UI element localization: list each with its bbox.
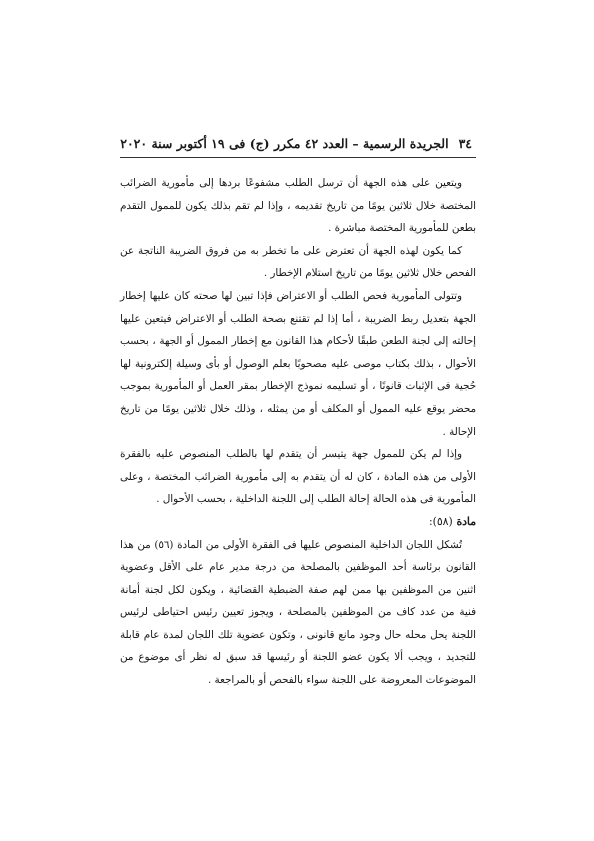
page-number: ٣٤ [458, 135, 472, 151]
article-number: (٥٨): [429, 514, 453, 528]
page-header [120, 134, 472, 152]
article-heading [120, 511, 476, 534]
header-divider [120, 157, 476, 158]
article-label: مادة [456, 514, 476, 528]
gazette-title: الجريدة الرسمية – العدد ٤٢ مكرر (ج) فى ١٩ أكتوبر سنة ٢٠٢٠ [120, 135, 449, 151]
document-body [120, 172, 476, 692]
paragraph-5: تُشكل اللجان الداخلية المنصوص عليها فى الفقرة الأولى من المادة (٥٦) من هذا القانون برئاسة أحد الموظفين بالمصلحة من درجة مدير عام على الأقل وعضوية اثنين من الموظفين بها ممن لهم صفة الضبطية القضائية ، ويكون لكل لجنة أمانة فنية من عدد كاف من الموظفين بالمصلحة ، ويجوز تعيين رئيس احتياطى لرئيس اللجنة يحل محله حال وجود مانع قانونى ، وتكون عضوية تلك اللجان لمدة عام قابلة للتجديد ، ويجب ألا يكون عضو اللجنة أو رئيسها قد سبق له نظر أى موضوع من الموضوعات المعروضة على اللجنة سواء بالفحص أو بالمراجعة . [120, 538, 476, 687]
paragraph-1: ويتعين على هذه الجهة أن ترسل الطلب مشفوعًا بردها إلى مأمورية الضرائب المختصة خلال ثلاثين يومًا من تاريخ تقديمه ، وإذا لم تقم بذلك يكون للممول التقدم بطعن للمأمورية المختصة مباشرة . [120, 177, 476, 235]
paragraph-2: كما يكون لهذه الجهة أن تعترض على ما تخطر به من فروق الضريبة الناتجة عن الفحص خلال ثلاثين يومًا من تاريخ استلام الإخطار . [120, 244, 476, 280]
paragraph-3: وتتولى المأمورية فحص الطلب أو الاعتراض فإذا تبين لها صحته كان عليها إخطار الجهة بتعديل ربط الضريبة ، أما إذا لم تقتنع بصحة الطلب أو الاعتراض فيتعين عليها إحالته إلى لجنة الطعن طبقًا لأحكام هذا القانون مع إخطار الممول أو الجهة ، بحسب الأحوال ، بذلك بكتاب موصى عليه مصحوبًا بعلم الوصول أو بأى وسيلة إلكترونية لها حُجية فى الإثبات قانونًا ، أو تسليمه نموذج الإخطار بمقر العمل أو المأمورية بموجب محضر يوقع عليه الممول أو المكلف أو من يمثله ، وذلك خلال ثلاثين يومًا من تاريخ الإحالة . [120, 289, 476, 438]
paragraph-4: وإذا لم يكن للممول جهة يتيسر أن يتقدم لها بالطلب المنصوص عليه بالفقرة الأولى من هذه المادة ، كان له أن يتقدم به إلى مأمورية الضرائب المختصة ، وعلى المأمورية فى هذه الحالة إحالة الطلب إلى اللجنة الداخلية ، بحسب الأحوال . [120, 448, 476, 506]
